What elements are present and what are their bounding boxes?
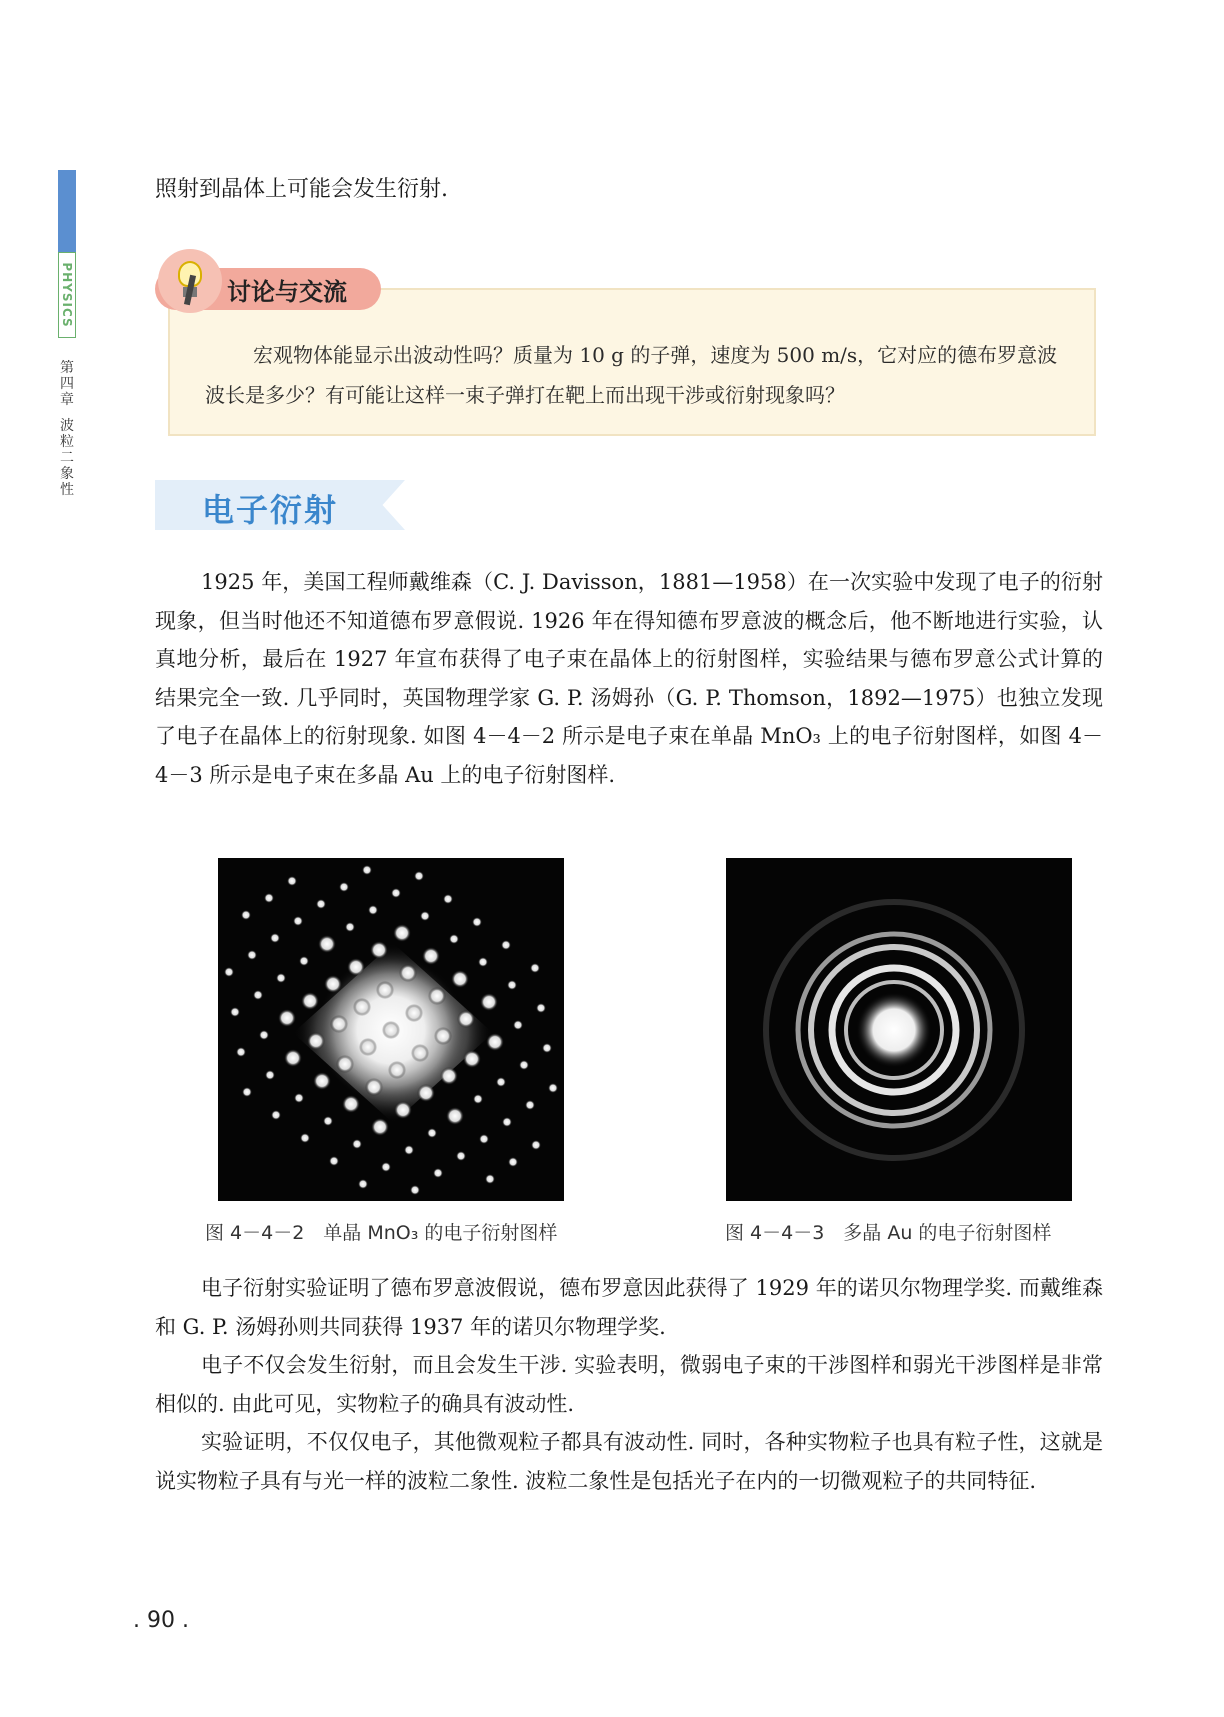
diffraction-spot (382, 1021, 400, 1039)
diffraction-spot (241, 910, 251, 920)
diffraction-spot (463, 1050, 481, 1068)
diffraction-spot (548, 1083, 558, 1093)
diffraction-spot (339, 882, 349, 892)
diffraction-spot (486, 1033, 504, 1051)
diffraction-spot (358, 1179, 368, 1189)
chapter-char: 象 (60, 466, 74, 482)
sidebar-chapter-label (56, 360, 78, 498)
paragraph-text: 1925 年，美国工程师戴维森（C. J. Davisson，1881—1958）在一次实验中发现了电子的衍射现象，但当时他还不知道德布罗意假说. 1926 年在得知德布罗意波的概念后，他不断地进行实验，认真地分析，最后在 1927 年宣布获得了电子束在晶体上的衍射图样，实验结果与德布罗意公式计算的结果完全一致. 几乎同时，英国物理学家 G. P. 汤姆孙（G. P. Thomson，1892—1975）也独立发现了电子在晶体上的衍射现象. 如图 4－4－2 所示是电子束在单晶 MnO₃ 上的电子衍射图样，如图 4－4－3 所示是电子束在多晶 Au 上的电子衍射图样. (155, 570, 1103, 787)
diffraction-spot (508, 1157, 518, 1167)
diffraction-spot (287, 876, 297, 886)
diffraction-spot (370, 941, 388, 959)
diffraction-spot (323, 1116, 333, 1126)
diffraction-spot (284, 1049, 302, 1067)
diffraction-spot (353, 998, 371, 1016)
diffraction-spot (485, 1174, 495, 1184)
diffraction-spot (313, 1072, 331, 1090)
diffraction-spot (347, 958, 365, 976)
diffraction-spot (434, 1027, 452, 1045)
chapter-char: 性 (60, 482, 74, 498)
diffraction-spot (365, 1078, 383, 1096)
diffraction-spot (336, 1055, 354, 1073)
page-number: . 90 . (133, 1608, 189, 1633)
diffraction-spot (507, 980, 517, 990)
diffraction-spot (519, 1060, 529, 1070)
diffraction-spot (473, 1094, 483, 1104)
diffraction-spot (417, 1084, 435, 1102)
diffraction-spot (478, 957, 488, 967)
diffraction-spot (443, 894, 453, 904)
sidebar-color-bar (58, 170, 76, 252)
diffraction-spot (371, 1118, 389, 1136)
diffraction-spot (299, 956, 309, 966)
diffraction-spot (294, 1093, 304, 1103)
chapter-spacer (56, 408, 78, 418)
diffraction-spot (427, 1128, 437, 1138)
paragraph-text: 电子衍射实验证明了德布罗意波假说，德布罗意因此获得了 1929 年的诺贝尔物理学奖. 而戴维森和 G. P. 汤姆孙则共同获得 1937 年的诺贝尔物理学奖. (155, 1276, 1103, 1339)
diffraction-spot (393, 924, 411, 942)
figure-caption: 图 4－4－2 单晶 MnO₃ 的电子衍射图样 (205, 1222, 558, 1244)
diffraction-spot (451, 970, 469, 988)
diffraction-spot (381, 1162, 391, 1172)
diffraction-spot (513, 1020, 523, 1030)
paragraph-text: 实验证明，不仅仅电子，其他微观粒子都具有波动性. 同时，各种实物粒子也具有粒子性，这就是说实物粒子具有与光一样的波粒二象性. 波粒二象性是包括光子在内的一切微观粒子的共同特征. (155, 1430, 1103, 1493)
diffraction-spot (530, 963, 540, 973)
diffraction-spot (307, 1032, 325, 1050)
diffraction-spot (330, 1015, 348, 1033)
diffraction-spot (449, 934, 459, 944)
chapter-char: 四 (60, 376, 74, 392)
diffraction-spot (480, 993, 498, 1011)
diffraction-spot (428, 987, 446, 1005)
diffraction-spot (404, 1145, 414, 1155)
discussion-text: 宏观物体能显示出波动性吗？质量为 10 g 的子弹，速度为 500 m/s，它对应的德布罗意波波长是多少？有可能让这样一束子弹打在靶上而出现干涉或衍射现象吗？ (205, 343, 1058, 407)
diffraction-spot (242, 1087, 252, 1097)
diffraction-spot (276, 973, 286, 983)
diffraction-spot (440, 1067, 458, 1085)
diffraction-spot (300, 1133, 310, 1143)
diffraction-spot (410, 1185, 420, 1195)
figure-single-crystal-diffraction (218, 858, 564, 1201)
diffraction-spot (525, 1100, 535, 1110)
sidebar-physics-label (58, 252, 76, 338)
diffraction-spot (265, 1070, 275, 1080)
diffraction-spot (388, 1061, 406, 1079)
diffraction-spot (329, 1156, 339, 1166)
diffraction-spot (446, 1107, 464, 1125)
diffraction-spot (391, 888, 401, 898)
diffraction-spot (411, 1044, 429, 1062)
diffraction-spot (456, 1151, 466, 1161)
diffraction-spot (420, 911, 430, 921)
lightbulb-pencil-icon (158, 249, 222, 313)
chapter-char: 二 (60, 450, 74, 466)
chapter-char: 粒 (60, 434, 74, 450)
chapter-char: 章 (60, 392, 74, 408)
diffraction-spot (496, 1077, 506, 1087)
diffraction-spot (236, 1047, 246, 1057)
diffraction-spot (301, 992, 319, 1010)
diffraction-spot (316, 899, 326, 909)
diffraction-spot (422, 947, 440, 965)
diffraction-spot (342, 1095, 360, 1113)
diffraction-spot (359, 1038, 377, 1056)
diffraction-spot (247, 950, 257, 960)
diffraction-spot (399, 964, 417, 982)
body-paragraphs (155, 1269, 1103, 1500)
section-title: 电子衍射 (202, 491, 339, 529)
body-paragraph (155, 563, 1103, 794)
diffraction-spot (536, 1003, 546, 1013)
ring-pattern-image (726, 858, 1072, 1201)
continued-text: 照射到晶体上可能会发生衍射. (155, 177, 448, 202)
diffraction-spot (457, 1010, 475, 1028)
diffraction-spot (253, 990, 263, 1000)
diffraction-spot (376, 981, 394, 999)
diffraction-spot (472, 917, 482, 927)
diffraction-spot (345, 922, 355, 932)
diffraction-spot (362, 865, 372, 875)
diffraction-spot (352, 1139, 362, 1149)
diffraction-spot (270, 933, 280, 943)
figure-polycrystal-diffraction (726, 858, 1072, 1201)
diffraction-spot (271, 1110, 281, 1120)
figure-caption: 图 4－4－3 多晶 Au 的电子衍射图样 (725, 1222, 1052, 1244)
sidebar-physics-text: PHYSICS (60, 262, 74, 328)
diffraction-spot (224, 967, 234, 977)
diffraction-spot (293, 916, 303, 926)
diffraction-spot (501, 940, 511, 950)
diffraction-spot (230, 1007, 240, 1017)
spot-pattern-image (218, 858, 564, 1201)
paragraph-text: 电子不仅会发生衍射，而且会发生干涉. 实验表明，微弱电子束的干涉图样和弱光干涉图样是非常相似的. 由此可见，实物粒子的确具有波动性. (155, 1353, 1103, 1416)
discussion-title: 讨论与交流 (227, 278, 347, 306)
diffraction-spot (405, 1004, 423, 1022)
chapter-char: 波 (60, 418, 74, 434)
chapter-char: 第 (60, 360, 74, 376)
diffraction-spot (259, 1030, 269, 1040)
diffraction-spot (318, 935, 336, 953)
diffraction-spot (479, 1134, 489, 1144)
diffraction-spot (394, 1101, 412, 1119)
diffraction-spot (502, 1117, 512, 1127)
diffraction-spot (278, 1009, 296, 1027)
diffraction-spot (324, 975, 342, 993)
diffraction-spot (368, 905, 378, 915)
diffraction-spot (264, 893, 274, 903)
diffraction-spot (433, 1168, 443, 1178)
diffraction-spot (414, 871, 424, 881)
diffraction-spot (531, 1140, 541, 1150)
diffraction-spot (542, 1043, 552, 1053)
